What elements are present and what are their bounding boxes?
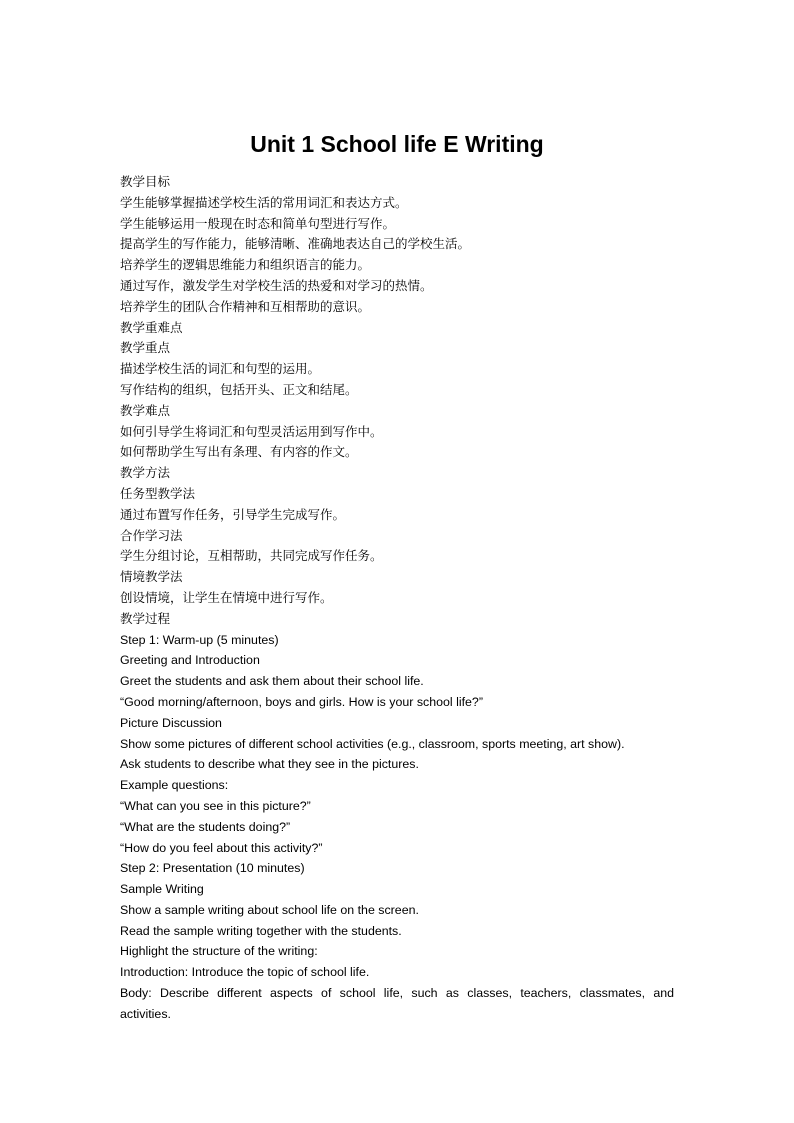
subheading-cooperative: 合作学习法 <box>120 527 183 543</box>
subheading-task-based: 任务型教学法 <box>120 485 196 501</box>
subheading-situational: 情境教学法 <box>120 569 183 585</box>
heading-teaching-process: 教学过程 <box>120 610 171 626</box>
paragraph-line: 学生能够运用一般现在时态和简单句型进行写作。 <box>120 215 396 231</box>
subheading-sample-writing: Sample Writing <box>120 882 204 897</box>
paragraph-line: 学生能够掌握描述学校生活的常用词汇和表达方式。 <box>120 194 408 210</box>
paragraph-line: 学生分组讨论，互相帮助，共同完成写作任务。 <box>120 548 383 564</box>
quote-line: “Good morning/afternoon, boys and girls. How is your school life?” <box>120 694 483 709</box>
step-1-heading: Step 1: Warm-up (5 minutes) <box>120 632 279 647</box>
quote-line: “What are the students doing?” <box>120 819 291 834</box>
paragraph-line: activities. <box>120 1006 171 1021</box>
paragraph-line: Greet the students and ask them about their school life. <box>120 674 424 689</box>
paragraph-line: Highlight the structure of the writing: <box>120 944 318 959</box>
document-body <box>120 172 674 1025</box>
paragraph-line: 通过写作，激发学生对学校生活的热爱和对学习的热情。 <box>120 277 433 293</box>
subheading-difficult-points: 教学难点 <box>120 402 171 418</box>
paragraph-line: 通过布置写作任务，引导学生完成写作。 <box>120 506 346 522</box>
paragraph-line: 培养学生的团队合作精神和互相帮助的意识。 <box>120 298 371 314</box>
paragraph-line: 培养学生的逻辑思维能力和组织语言的能力。 <box>120 257 371 273</box>
heading-teaching-goals: 教学目标 <box>120 174 171 189</box>
subheading-key-points: 教学重点 <box>120 340 171 356</box>
heading-key-difficult-points: 教学重难点 <box>120 319 183 335</box>
paragraph-line: Example questions: <box>120 778 229 793</box>
paragraph-line: Show some pictures of different school activities (e.g., classroom, sports meeting, art show). <box>120 736 625 751</box>
heading-teaching-methods: 教学方法 <box>120 465 171 481</box>
subheading-greeting: Greeting and Introduction <box>120 653 260 668</box>
paragraph-line: Ask students to describe what they see in the pictures. <box>120 757 419 772</box>
paragraph-line: 写作结构的组织，包括开头、正文和结尾。 <box>120 381 358 397</box>
paragraph-line: 如何帮助学生写出有条理、有内容的作文。 <box>120 444 358 460</box>
document-title: Unit 1 School life E Writing <box>250 131 544 157</box>
paragraph-line: Show a sample writing about school life on the screen. <box>120 902 419 917</box>
paragraph-line: Introduction: Introduce the topic of school life. <box>120 965 370 980</box>
paragraph-line: Read the sample writing together with the students. <box>120 923 402 938</box>
quote-line: “What can you see in this picture?” <box>120 798 311 813</box>
paragraph-line: 如何引导学生将词汇和句型灵活运用到写作中。 <box>120 423 383 439</box>
paragraph-line-justified: Body: Describe different aspects of school life, such as classes, teachers, classmates, and <box>120 986 674 1001</box>
step-2-heading: Step 2: Presentation (10 minutes) <box>120 861 305 876</box>
quote-line: “How do you feel about this activity?” <box>120 840 323 855</box>
paragraph-line: 提高学生的写作能力，能够清晰、准确地表达自己的学校生活。 <box>120 236 471 252</box>
paragraph-line: 描述学校生活的词汇和句型的运用。 <box>120 361 321 377</box>
subheading-picture-discussion: Picture Discussion <box>120 715 222 730</box>
paragraph-line: 创设情境，让学生在情境中进行写作。 <box>120 589 333 605</box>
